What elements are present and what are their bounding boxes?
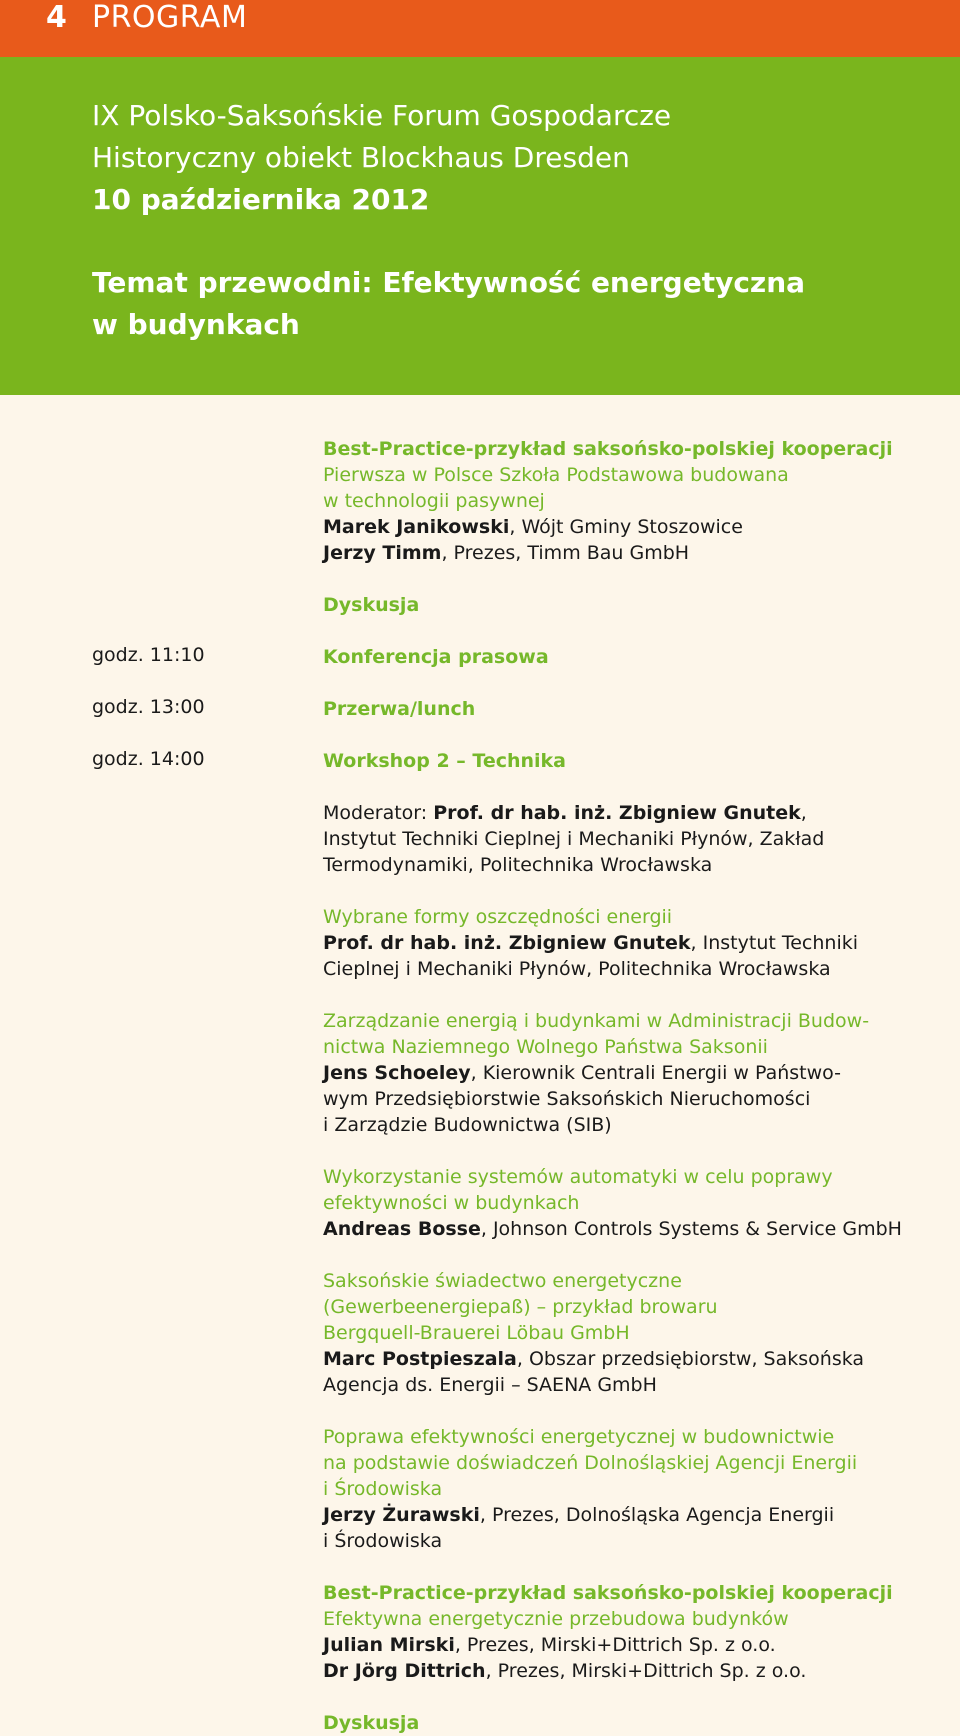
- talk-title: Saksońskie świadectwo energetyczne: [323, 1270, 682, 1292]
- speaker-role: Agencja ds. Energii – SAENA GmbH: [323, 1374, 657, 1396]
- speaker-name: Jens Schoeley: [323, 1062, 471, 1084]
- talk-title: nictwa Naziemnego Wolnego Państwa Saksonii: [323, 1036, 768, 1058]
- talk-title: Wybrane formy oszczędności energii: [323, 906, 673, 928]
- moderator-comma: ,: [800, 802, 807, 824]
- section-title: PROGRAM: [92, 0, 248, 35]
- speaker-name: Andreas Bosse: [323, 1218, 481, 1240]
- speaker-role: , Obszar przedsiębiorstw, Saksońska: [516, 1348, 865, 1370]
- speaker-role: i Środowiska: [323, 1530, 443, 1552]
- event-date: 10 października 2012: [92, 183, 430, 216]
- speaker-line: [323, 540, 943, 566]
- talk-title: (Gewerbeenergiepaß) – przykład browaru: [323, 1296, 718, 1318]
- talk-title: efektywności w budynkach: [323, 1192, 580, 1214]
- speaker-name: Julian Mirski: [323, 1634, 455, 1656]
- workshop-heading: Workshop 2 – Technika: [323, 750, 567, 772]
- speaker-role: , Kierownik Centrali Energii w Państwo-: [470, 1062, 841, 1084]
- time-slot: godz. 13:00: [92, 696, 205, 718]
- moderator-affiliation: Instytut Techniki Cieplnej i Mechaniki Płynów, Zakład: [323, 828, 825, 850]
- speaker-role: wym Przedsiębiorstwie Saksońskich Nieruchomości: [323, 1088, 811, 1110]
- speaker-name: Jerzy Żurawski: [323, 1504, 480, 1526]
- session-label: Przerwa/lunch: [323, 698, 476, 720]
- speaker-name: Marek Janikowski: [323, 516, 510, 538]
- speaker-role: , Wójt Gminy Stoszowice: [509, 516, 743, 538]
- speaker-line: [323, 1060, 943, 1086]
- speaker-line: [323, 1216, 943, 1242]
- page-header-bar: [0, 0, 960, 57]
- talk-title: Pierwsza w Polsce Szkoła Podstawowa budowana: [323, 464, 789, 486]
- speaker-line: [323, 1658, 943, 1684]
- event-theme-line1: Temat przewodni: Efektywność energetyczna: [92, 266, 806, 299]
- moderator-label: Moderator:: [323, 802, 434, 824]
- page-number: 4: [46, 0, 67, 35]
- moderator-affiliation: Termodynamiki, Politechnika Wrocławska: [323, 854, 713, 876]
- event-title: IX Polsko-Saksońskie Forum Gospodarcze: [92, 99, 672, 132]
- speaker-line: [323, 930, 943, 956]
- speaker-line: [323, 1632, 943, 1658]
- session-label: Dyskusja: [323, 1712, 420, 1734]
- best-practice-heading: Best-Practice-przykład saksońsko-polskiej kooperacji: [323, 438, 893, 460]
- speaker-role: , Prezes, Timm Bau GmbH: [441, 542, 690, 564]
- talk-title: Wykorzystanie systemów automatyki w celu poprawy: [323, 1166, 833, 1188]
- speaker-role: i Zarządzie Budownictwa (SIB): [323, 1114, 612, 1136]
- session-label: Konferencja prasowa: [323, 646, 549, 668]
- speaker-line: [323, 514, 943, 540]
- talk-title: Poprawa efektywności energetycznej w budownictwie: [323, 1426, 835, 1448]
- talk-title: na podstawie doświadczeń Dolnośląskiej Agencji Energii: [323, 1452, 858, 1474]
- speaker-name: Prof. dr hab. inż. Zbigniew Gnutek: [323, 932, 691, 954]
- program-content: [323, 436, 943, 1736]
- speaker-role: , Johnson Controls Systems & Service GmbH: [480, 1218, 902, 1240]
- speaker-name: Jerzy Timm: [323, 542, 442, 564]
- best-practice-heading: Best-Practice-przykład saksońsko-polskiej kooperacji: [323, 1582, 893, 1604]
- speaker-role: , Prezes, Mirski+Dittrich Sp. z o.o.: [454, 1634, 776, 1656]
- speaker-line: [323, 1502, 943, 1528]
- talk-title: Efektywna energetycznie przebudowa budynków: [323, 1608, 789, 1630]
- speaker-name: Dr Jörg Dittrich: [323, 1660, 486, 1682]
- speaker-role: Cieplnej i Mechaniki Płynów, Politechnika Wrocławska: [323, 958, 831, 980]
- event-banner: [0, 57, 960, 395]
- session-label: Dyskusja: [323, 594, 420, 616]
- talk-title: i Środowiska: [323, 1478, 443, 1500]
- time-slot: godz. 11:10: [92, 644, 205, 666]
- moderator-line: [323, 800, 943, 826]
- event-theme-line2: w budynkach: [92, 308, 300, 341]
- speaker-name: Marc Postpieszala: [323, 1348, 517, 1370]
- event-venue: Historyczny obiekt Blockhaus Dresden: [92, 141, 630, 174]
- time-slot: godz. 14:00: [92, 748, 205, 770]
- speaker-role: , Prezes, Dolnośląska Agencja Energii: [479, 1504, 835, 1526]
- talk-title: Bergquell-Brauerei Löbau GmbH: [323, 1322, 630, 1344]
- talk-title: w technologii pasywnej: [323, 490, 545, 512]
- speaker-line: [323, 1346, 943, 1372]
- moderator-name: Prof. dr hab. inż. Zbigniew Gnutek: [433, 802, 801, 824]
- speaker-role: , Prezes, Mirski+Dittrich Sp. z o.o.: [485, 1660, 807, 1682]
- talk-title: Zarządzanie energią i budynkami w Administracji Budow-: [323, 1010, 870, 1032]
- speaker-role: , Instytut Techniki: [690, 932, 859, 954]
